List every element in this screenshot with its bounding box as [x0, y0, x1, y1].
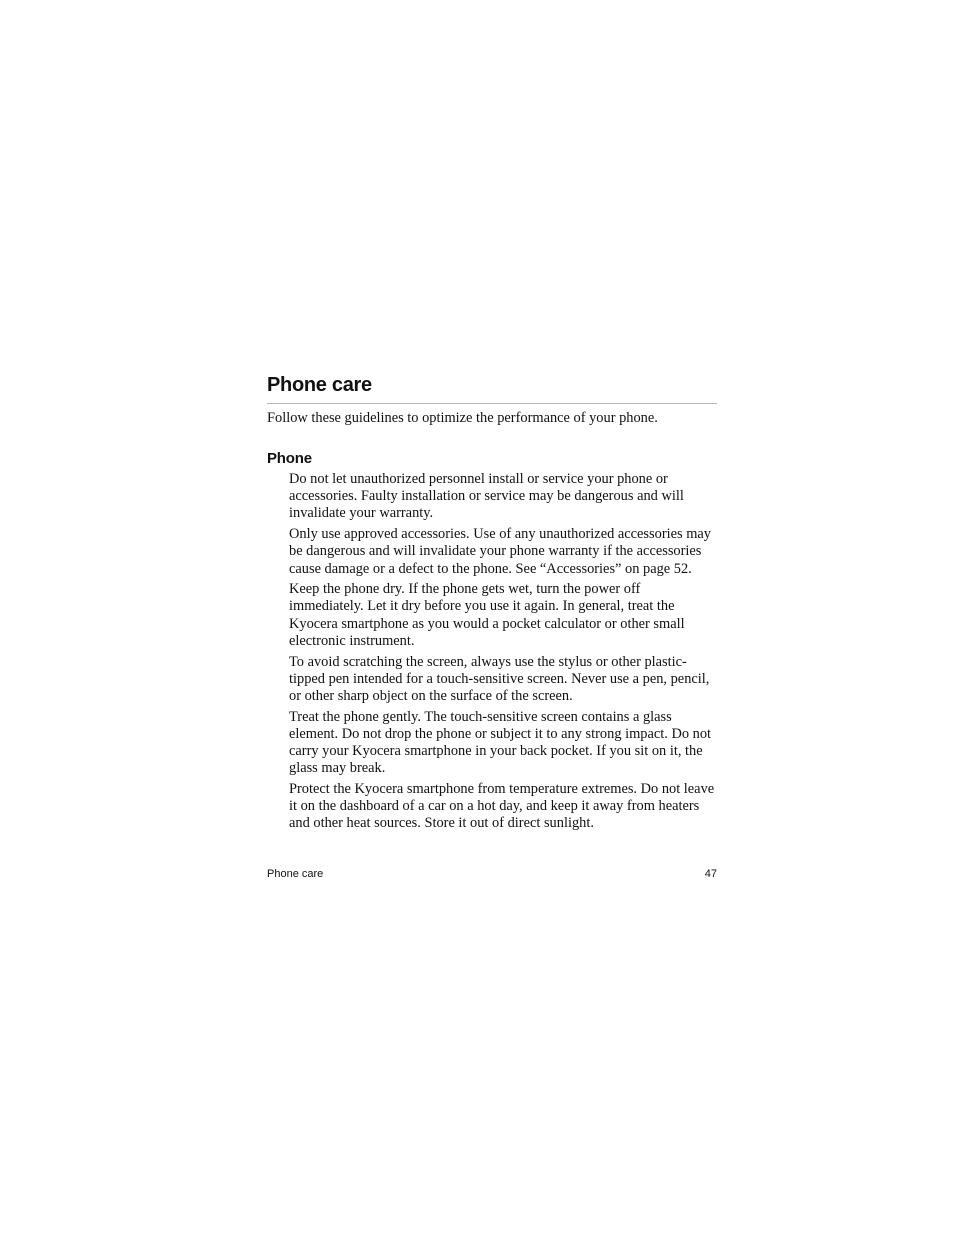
guideline-list	[267, 471, 717, 833]
page-number: 47	[704, 868, 717, 880]
section-title: Phone care	[267, 372, 717, 404]
guideline-item: Only use approved accessories. Use of any unauthorized accessories may be dangerous and will invalidate your phone warranty if the accessories cause damage or a defect to the phone. See “Accessories” on page 52.	[289, 526, 711, 577]
footer-section-name: Phone care	[267, 868, 324, 880]
section-intro: Follow these guidelines to optimize the performance of your phone.	[267, 410, 658, 426]
guideline-item: Treat the phone gently. The touch-sensitive screen contains a glass element. Do not drop the phone or subject it to any strong impact. Do not carry your Kyocera smartphone in your back pocket. If you sit on it, the glass may break.	[289, 708, 712, 777]
page-content	[267, 372, 717, 836]
guideline-item: Keep the phone dry. If the phone gets wet, turn the power off immediately. Let it dry before you use it again. In general, treat the Kyocera smartphone as you would a pocket calculator or other small electronic instrument.	[289, 581, 685, 649]
guideline-item: Protect the Kyocera smartphone from temperature extremes. Do not leave it on the dashboard of a car on a hot day, and keep it away from heaters and other heat sources. Store it out of direct sunlight.	[289, 780, 715, 832]
guideline-item: To avoid scratching the screen, always use the stylus or other plastic-tipped pen intended for a touch-sensitive screen. Never use a pen, pencil, or other sharp object on the surface of the screen.	[289, 653, 710, 704]
guideline-item: Do not let unauthorized personnel install or service your phone or accessories. Faulty installation or service may be dangerous and will invalidate your warranty.	[289, 471, 684, 522]
subsection-title: Phone	[267, 450, 312, 467]
